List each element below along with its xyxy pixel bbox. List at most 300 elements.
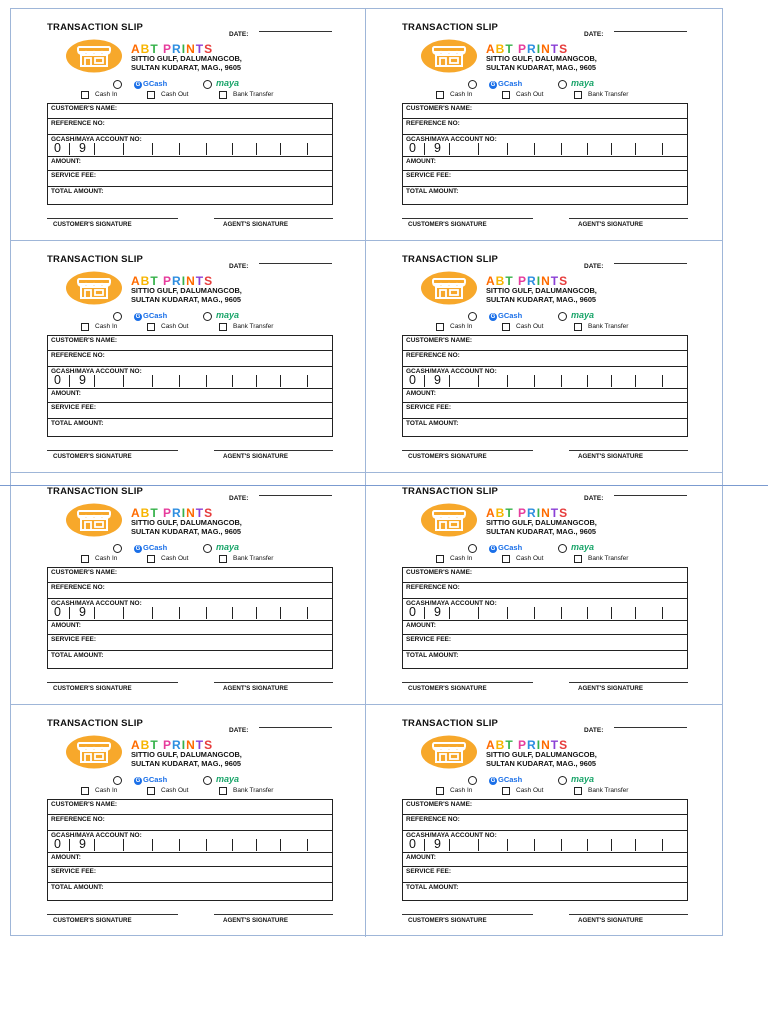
total-amount-field[interactable]	[48, 419, 332, 436]
brand-letter: N	[541, 274, 551, 288]
digit-separator	[587, 375, 588, 387]
account-digit-boxes	[404, 375, 686, 387]
gcash-icon: G	[490, 82, 496, 88]
customer-signature-line[interactable]	[402, 682, 533, 683]
customer-signature-line[interactable]	[47, 914, 178, 915]
brand-letter: T	[550, 42, 560, 56]
cash-in-checkbox[interactable]	[81, 323, 89, 331]
gcash-icon: G	[135, 778, 141, 784]
digit-separator	[280, 375, 281, 387]
customer-name-label: CUSTOMER'S NAME:	[406, 569, 473, 576]
digit-separator	[69, 375, 70, 387]
customer-name-field[interactable]	[403, 568, 687, 583]
account-no-field[interactable]	[403, 135, 687, 157]
agent-signature-line[interactable]	[214, 218, 333, 219]
date-line	[614, 263, 687, 264]
amount-field[interactable]	[403, 157, 687, 171]
service-fee-field[interactable]	[403, 867, 687, 883]
transaction-types	[436, 787, 656, 797]
digit-separator	[561, 839, 562, 851]
service-fee-field[interactable]	[48, 635, 332, 651]
digit-separator	[280, 839, 281, 851]
account-no-field[interactable]	[403, 599, 687, 621]
digit-separator	[424, 607, 425, 619]
account-no-label: GCASH/MAYA ACCOUNT NO:	[51, 600, 142, 607]
total-amount-field[interactable]	[403, 187, 687, 204]
account-no-field[interactable]	[48, 831, 332, 853]
digit-separator	[635, 839, 636, 851]
bank-transfer-checkbox[interactable]	[574, 787, 582, 795]
brand-letter: R	[172, 738, 182, 752]
slip-cell	[366, 241, 722, 473]
reference-no-field[interactable]	[403, 583, 687, 599]
bank-transfer-checkbox[interactable]	[574, 323, 582, 331]
date-label: DATE:	[584, 31, 604, 38]
bank-transfer-label: Bank Transfer	[233, 323, 274, 330]
digit-separator	[307, 839, 308, 851]
gcash-logo	[134, 79, 167, 89]
gcash-radio[interactable]	[113, 776, 122, 785]
maya-radio[interactable]	[203, 776, 212, 785]
date-line	[614, 727, 687, 728]
wallet-options	[468, 775, 638, 785]
slip-cell	[11, 705, 366, 937]
brand-letter: B	[495, 274, 506, 288]
date-line	[259, 31, 332, 32]
gcash-label: GCash	[498, 775, 523, 784]
total-amount-field[interactable]	[403, 651, 687, 668]
digit-separator	[424, 839, 425, 851]
account-no-label: GCASH/MAYA ACCOUNT NO:	[51, 368, 142, 375]
account-digit-1: 9	[79, 837, 86, 851]
cash-in-checkbox[interactable]	[81, 555, 89, 563]
customer-name-field[interactable]	[48, 336, 332, 351]
brand-letter: T	[150, 738, 159, 752]
brand-letter: R	[172, 42, 182, 56]
reference-no-field[interactable]	[48, 583, 332, 599]
date-label: DATE:	[229, 727, 249, 734]
account-no-label: GCASH/MAYA ACCOUNT NO:	[406, 832, 497, 839]
bank-transfer-checkbox[interactable]	[219, 555, 227, 563]
service-fee-label: SERVICE FEE:	[51, 172, 97, 179]
agent-signature-line[interactable]	[214, 914, 333, 915]
brand-letter: T	[195, 506, 205, 520]
address	[486, 518, 597, 536]
brand-letter: N	[186, 738, 196, 752]
customer-name-label: CUSTOMER'S NAME:	[406, 337, 473, 344]
maya-logo: maya	[571, 774, 595, 784]
agent-signature-line[interactable]	[214, 682, 333, 683]
brand-letter: N	[541, 738, 551, 752]
brand-letter: A	[486, 738, 496, 752]
slip-header	[47, 254, 333, 268]
amount-label: AMOUNT:	[51, 854, 81, 861]
reference-no-field[interactable]	[48, 119, 332, 135]
customer-signature-line[interactable]	[402, 914, 533, 915]
bank-transfer-checkbox[interactable]	[219, 91, 227, 99]
brand-letter: I	[181, 274, 187, 288]
maya-radio[interactable]	[558, 776, 567, 785]
account-digit-boxes	[404, 839, 686, 851]
account-digit-1: 9	[79, 373, 86, 387]
customer-signature-label: CUSTOMER'S SIGNATURE	[408, 685, 487, 692]
slip-title: TRANSACTION SLIP	[402, 254, 499, 265]
service-fee-field[interactable]	[48, 171, 332, 187]
address-line-1: SITTIO GULF, DALUMANGCOB,	[486, 54, 597, 63]
customer-name-field[interactable]	[48, 568, 332, 583]
cash-in-checkbox[interactable]	[436, 323, 444, 331]
date-field[interactable]	[584, 719, 688, 737]
digit-separator	[534, 375, 535, 387]
brand-letter: P	[163, 738, 173, 752]
customer-name-field[interactable]	[48, 104, 332, 119]
gcash-radio[interactable]	[468, 544, 477, 553]
total-amount-field[interactable]	[403, 419, 687, 436]
total-amount-field[interactable]	[48, 187, 332, 204]
reference-no-field[interactable]	[48, 351, 332, 367]
digit-separator	[179, 839, 180, 851]
brand-letter: T	[505, 42, 514, 56]
address	[131, 286, 242, 304]
address	[486, 750, 597, 768]
cash-out-checkbox[interactable]	[502, 555, 510, 563]
service-fee-label: SERVICE FEE:	[51, 868, 97, 875]
cash-out-checkbox[interactable]	[502, 787, 510, 795]
reference-no-field[interactable]	[403, 119, 687, 135]
agent-signature-line[interactable]	[569, 218, 688, 219]
agent-signature-label: AGENT'S SIGNATURE	[223, 453, 288, 460]
cash-in-label: Cash In	[450, 91, 473, 98]
account-no-field[interactable]	[48, 599, 332, 621]
gcash-icon: G	[135, 314, 141, 320]
bank-transfer-checkbox[interactable]	[219, 787, 227, 795]
cash-in-checkbox[interactable]	[81, 787, 89, 795]
storefront-icon	[65, 503, 123, 537]
brand-letter: S	[204, 506, 214, 520]
digit-separator	[662, 839, 663, 851]
cash-in-label: Cash In	[95, 555, 118, 562]
brand-letter: S	[204, 42, 214, 56]
bank-transfer-checkbox[interactable]	[574, 555, 582, 563]
agent-signature-line[interactable]	[214, 450, 333, 451]
account-digit-0: 0	[54, 141, 61, 155]
date-field[interactable]	[584, 255, 688, 273]
agent-signature-label: AGENT'S SIGNATURE	[223, 685, 288, 692]
amount-field[interactable]	[403, 853, 687, 867]
account-no-field[interactable]	[403, 831, 687, 853]
customer-name-field[interactable]	[403, 336, 687, 351]
gcash-icon: G	[490, 778, 496, 784]
amount-label: AMOUNT:	[51, 390, 81, 397]
reference-no-label: REFERENCE NO:	[406, 584, 460, 591]
date-field[interactable]	[229, 487, 333, 505]
brand-letter: N	[541, 42, 551, 56]
brand-letter: R	[527, 42, 537, 56]
gcash-label: GCash	[143, 311, 168, 320]
total-amount-label: TOTAL AMOUNT:	[51, 420, 104, 427]
gcash-radio[interactable]	[468, 80, 477, 89]
gcash-label: GCash	[143, 79, 168, 88]
customer-signature-label: CUSTOMER'S SIGNATURE	[53, 221, 132, 228]
brand-letter: S	[559, 42, 569, 56]
brand-letter: I	[181, 506, 187, 520]
brand-letter: A	[486, 42, 496, 56]
cash-out-checkbox[interactable]	[502, 323, 510, 331]
total-amount-label: TOTAL AMOUNT:	[406, 652, 459, 659]
amount-field[interactable]	[48, 853, 332, 867]
service-fee-label: SERVICE FEE:	[406, 172, 452, 179]
slip-form	[402, 335, 688, 437]
storefront-icon	[65, 735, 123, 769]
reference-no-field[interactable]	[48, 815, 332, 831]
brand-letter: P	[163, 506, 173, 520]
digit-separator	[123, 839, 124, 851]
agent-signature-line[interactable]	[569, 914, 688, 915]
date-field[interactable]	[229, 255, 333, 273]
reference-no-field[interactable]	[403, 351, 687, 367]
brand-letter: R	[172, 506, 182, 520]
date-label: DATE:	[584, 727, 604, 734]
account-digit-1: 9	[434, 373, 441, 387]
brand-letter: B	[140, 42, 151, 56]
gcash-radio[interactable]	[113, 544, 122, 553]
date-field[interactable]	[584, 23, 688, 41]
wallet-options	[113, 311, 283, 321]
service-fee-field[interactable]	[48, 403, 332, 419]
gcash-radio[interactable]	[113, 312, 122, 321]
brand-letter: T	[150, 506, 159, 520]
transaction-slip	[47, 486, 333, 701]
service-fee-field[interactable]	[403, 635, 687, 651]
brand-letter: R	[172, 274, 182, 288]
account-no-label: GCASH/MAYA ACCOUNT NO:	[51, 136, 142, 143]
digit-separator	[152, 143, 153, 155]
account-digit-1: 9	[434, 605, 441, 619]
service-fee-field[interactable]	[403, 403, 687, 419]
address-line-2: SULTAN KUDARAT, MAG., 9605	[131, 759, 242, 768]
address	[486, 54, 597, 72]
account-digit-1: 9	[79, 141, 86, 155]
brand-letter: N	[186, 274, 196, 288]
digit-separator	[587, 607, 588, 619]
bank-transfer-checkbox[interactable]	[574, 91, 582, 99]
cash-out-label: Cash Out	[161, 91, 189, 98]
customer-name-label: CUSTOMER'S NAME:	[406, 801, 473, 808]
date-field[interactable]	[229, 719, 333, 737]
maya-radio[interactable]	[203, 80, 212, 89]
gcash-logo	[489, 311, 522, 321]
brand-letter: I	[536, 42, 542, 56]
wallet-options	[468, 543, 638, 553]
digit-separator	[256, 839, 257, 851]
maya-radio[interactable]	[203, 544, 212, 553]
agent-signature-line[interactable]	[569, 682, 688, 683]
address-line-2: SULTAN KUDARAT, MAG., 9605	[486, 63, 597, 72]
cash-in-label: Cash In	[95, 91, 118, 98]
cash-in-checkbox[interactable]	[436, 787, 444, 795]
slip-title: TRANSACTION SLIP	[47, 22, 144, 33]
brand-letter: B	[495, 42, 506, 56]
cash-out-checkbox[interactable]	[147, 91, 155, 99]
digit-separator	[507, 607, 508, 619]
transaction-slip	[402, 254, 688, 469]
total-amount-field[interactable]	[48, 651, 332, 668]
digit-separator	[232, 839, 233, 851]
account-digit-0: 0	[409, 605, 416, 619]
digit-separator	[561, 143, 562, 155]
slip-title: TRANSACTION SLIP	[402, 486, 499, 497]
brand-letter: R	[527, 274, 537, 288]
brand-letter: S	[204, 274, 214, 288]
brand-letter: A	[131, 738, 141, 752]
address-line-2: SULTAN KUDARAT, MAG., 9605	[131, 295, 242, 304]
brand-letter: B	[140, 738, 151, 752]
transaction-slip	[47, 22, 333, 237]
date-line	[259, 727, 332, 728]
cash-out-checkbox[interactable]	[147, 323, 155, 331]
cash-in-checkbox[interactable]	[81, 91, 89, 99]
total-amount-label: TOTAL AMOUNT:	[406, 420, 459, 427]
cash-in-label: Cash In	[450, 555, 473, 562]
account-digit-1: 9	[434, 141, 441, 155]
customer-signature-line[interactable]	[47, 450, 178, 451]
maya-radio[interactable]	[558, 544, 567, 553]
customer-signature-label: CUSTOMER'S SIGNATURE	[408, 917, 487, 924]
brand-letter: T	[195, 42, 205, 56]
cut-guide-line	[0, 485, 768, 486]
customer-signature-line[interactable]	[47, 218, 178, 219]
date-field[interactable]	[584, 487, 688, 505]
amount-field[interactable]	[403, 389, 687, 403]
bank-transfer-checkbox[interactable]	[219, 323, 227, 331]
brand-letter: T	[150, 42, 159, 56]
transaction-slip	[47, 254, 333, 469]
brand-letter: I	[536, 738, 542, 752]
brand-letter: R	[527, 738, 537, 752]
cash-out-checkbox[interactable]	[502, 91, 510, 99]
gcash-radio[interactable]	[468, 312, 477, 321]
transaction-types	[81, 323, 301, 333]
service-fee-field[interactable]	[403, 171, 687, 187]
brand-letter: A	[131, 274, 141, 288]
cash-in-checkbox[interactable]	[436, 555, 444, 563]
wallet-options	[468, 79, 638, 89]
amount-label: AMOUNT:	[406, 390, 436, 397]
transaction-slip	[402, 22, 688, 237]
digit-separator	[561, 375, 562, 387]
account-no-field[interactable]	[48, 367, 332, 389]
storefront-icon	[65, 39, 123, 73]
customer-name-field[interactable]	[48, 800, 332, 815]
customer-signature-label: CUSTOMER'S SIGNATURE	[53, 453, 132, 460]
agent-signature-label: AGENT'S SIGNATURE	[223, 221, 288, 228]
maya-logo: maya	[571, 78, 595, 88]
gcash-radio[interactable]	[113, 80, 122, 89]
maya-logo: maya	[571, 310, 595, 320]
cash-out-checkbox[interactable]	[147, 787, 155, 795]
cash-in-checkbox[interactable]	[436, 91, 444, 99]
customer-signature-label: CUSTOMER'S SIGNATURE	[53, 917, 132, 924]
customer-signature-line[interactable]	[402, 450, 533, 451]
account-no-field[interactable]	[48, 135, 332, 157]
digit-separator	[152, 375, 153, 387]
maya-radio[interactable]	[558, 312, 567, 321]
maya-radio[interactable]	[203, 312, 212, 321]
amount-field[interactable]	[48, 389, 332, 403]
brand-letter: P	[163, 274, 173, 288]
wallet-options	[113, 79, 283, 89]
agent-signature-line[interactable]	[569, 450, 688, 451]
slip-cell	[11, 473, 366, 705]
brand-letter: S	[204, 738, 214, 752]
slip-sheet	[10, 8, 723, 936]
account-digit-0: 0	[54, 373, 61, 387]
transaction-slip	[402, 718, 688, 933]
digit-separator	[152, 839, 153, 851]
transaction-types	[436, 555, 656, 565]
cash-in-label: Cash In	[450, 787, 473, 794]
cash-out-label: Cash Out	[516, 787, 544, 794]
total-amount-label: TOTAL AMOUNT:	[51, 884, 104, 891]
customer-name-field[interactable]	[403, 800, 687, 815]
account-no-label: GCASH/MAYA ACCOUNT NO:	[406, 368, 497, 375]
slip-title: TRANSACTION SLIP	[47, 486, 144, 497]
brand-letter: T	[505, 738, 514, 752]
amount-field[interactable]	[48, 157, 332, 171]
customer-signature-label: CUSTOMER'S SIGNATURE	[408, 221, 487, 228]
digit-separator	[94, 607, 95, 619]
date-line	[614, 495, 687, 496]
reference-no-label: REFERENCE NO:	[51, 816, 105, 823]
digit-separator	[478, 839, 479, 851]
total-amount-field[interactable]	[48, 883, 332, 900]
agent-signature-label: AGENT'S SIGNATURE	[578, 685, 643, 692]
digit-separator	[232, 375, 233, 387]
date-field[interactable]	[229, 23, 333, 41]
maya-radio[interactable]	[558, 80, 567, 89]
amount-field[interactable]	[403, 621, 687, 635]
brand-letter: T	[505, 274, 514, 288]
maya-logo: maya	[571, 542, 595, 552]
brand-letter: B	[140, 506, 151, 520]
service-fee-field[interactable]	[48, 867, 332, 883]
brand-letter: T	[550, 738, 560, 752]
account-no-field[interactable]	[403, 367, 687, 389]
account-digit-0: 0	[54, 605, 61, 619]
amount-label: AMOUNT:	[406, 854, 436, 861]
total-amount-field[interactable]	[403, 883, 687, 900]
reference-no-field[interactable]	[403, 815, 687, 831]
slip-title: TRANSACTION SLIP	[47, 254, 144, 265]
gcash-label: GCash	[498, 543, 523, 552]
amount-field[interactable]	[48, 621, 332, 635]
cash-out-checkbox[interactable]	[147, 555, 155, 563]
customer-name-label: CUSTOMER'S NAME:	[51, 569, 118, 576]
customer-name-field[interactable]	[403, 104, 687, 119]
amount-label: AMOUNT:	[51, 158, 81, 165]
address-line-2: SULTAN KUDARAT, MAG., 9605	[486, 295, 597, 304]
service-fee-label: SERVICE FEE:	[406, 636, 452, 643]
reference-no-label: REFERENCE NO:	[51, 584, 105, 591]
gcash-radio[interactable]	[468, 776, 477, 785]
address	[131, 54, 242, 72]
total-amount-label: TOTAL AMOUNT:	[406, 884, 459, 891]
customer-signature-line[interactable]	[402, 218, 533, 219]
customer-signature-line[interactable]	[47, 682, 178, 683]
gcash-label: GCash	[498, 311, 523, 320]
brand-letter: N	[186, 42, 196, 56]
brand-letter: I	[536, 506, 542, 520]
